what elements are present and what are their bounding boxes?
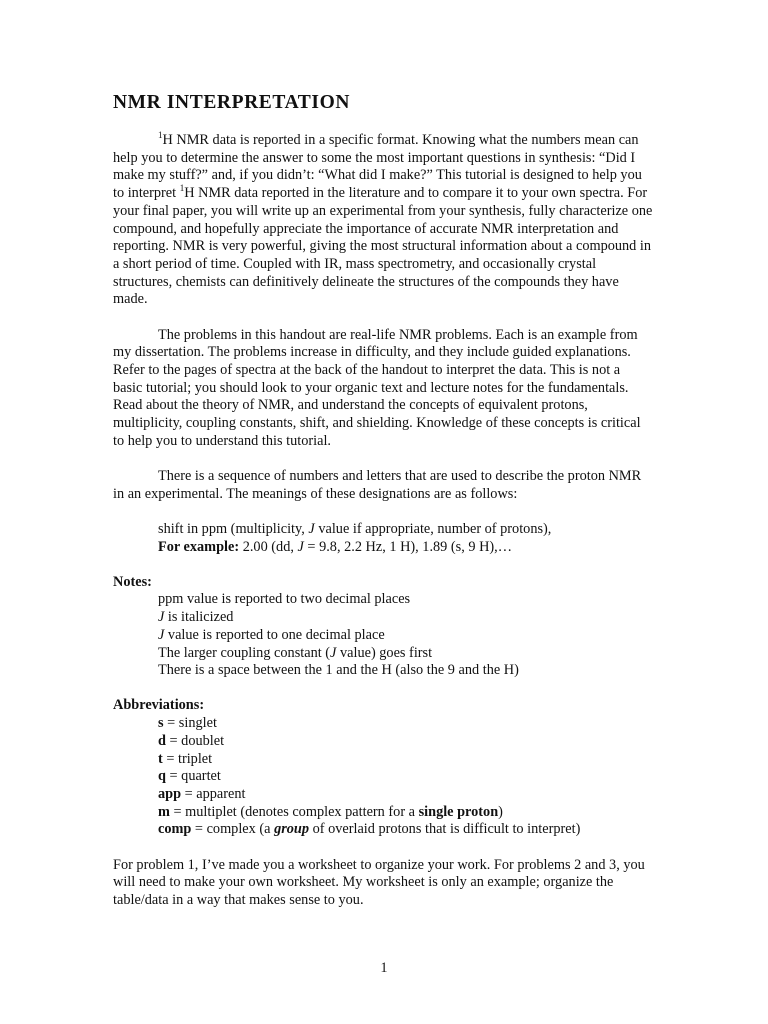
page-number: 1 <box>380 960 388 976</box>
abbreviation-value: = apparent <box>181 786 246 802</box>
abbreviation-key: m <box>158 803 170 820</box>
superscript-1: 1 <box>158 130 163 140</box>
abbreviation-value: = singlet <box>163 715 217 732</box>
intro-text-a: H NMR data is reported in a specific format. Knowing what the numbers mean can help you to determine the answer to some the most important questions in synthesis: “Did I make my stuff?” and, if you didn’t: “What did I make?” This tutorial is designed to help you to interpret <box>113 132 642 202</box>
sequence-paragraph: There is a sequence of numbers and letters that are used to describe the proton NMR in an experimental. The meanings of these designations are as follows: <box>113 467 642 502</box>
abbreviation-key: comp <box>158 821 192 838</box>
abbreviation-item <box>113 768 653 786</box>
format-text-a: shift in ppm (multiplicity, <box>158 520 309 537</box>
abbreviation-key: d <box>158 732 166 749</box>
worksheet-paragraph: For problem 1, I’ve made you a worksheet to organize your work. For problems 2 and 3, you will need to make your own worksheet. My worksheet is only an example; organize the table/data in a way that makes sense to you. <box>113 856 645 909</box>
intro-text-b: H NMR data reported in the literature and to compare it to your own spectra. For your final paper, you will write up an experimental from your synthesis, fully characterize one compound, and hopefully appreciate the importance of accurate NMR interpretation and reporting. NMR is very powerful, giving the most structural information about a compound in a short period of time. Coupled with IR, mass spectrometry, and occasionally crystal structures, chemists can definitively delineate the structures of the compounds they have made. <box>113 185 653 308</box>
note-item <box>113 645 653 663</box>
format-text-b: value if appropriate, number of protons), <box>314 520 552 537</box>
intro-paragraph <box>113 132 653 309</box>
abbreviation-item <box>113 715 653 733</box>
abbreviation-item <box>113 821 653 839</box>
abbreviation-value: = multiplet (denotes complex pattern for a <box>169 803 419 820</box>
note-text: value is reported to one decimal place <box>164 626 385 643</box>
abbreviation-value: = complex (a <box>191 821 275 838</box>
example-text-b: = 9.8, 2.2 Hz, 1 H), 1.89 (s, 9 H),… <box>303 538 513 555</box>
note-text: value) goes first <box>336 644 433 661</box>
abbreviation-item <box>113 786 653 804</box>
note-item: There is a space between the 1 and the H (also the 9 and the H) <box>158 662 519 679</box>
abbreviation-value: = quartet <box>165 768 221 785</box>
j-symbol: J <box>330 644 337 661</box>
notes-heading: Notes: <box>113 573 152 590</box>
problems-paragraph: The problems in this handout are real-life NMR problems. Each is an example from my dissertation. The problems increase in difficulty, and they include guided explanations. Refer to the pages of spectra at the back of the handout to interpret the data. This is not a basic tutorial; you should look to your organic text and lecture notes for the fundamentals. Read about the theory of NMR, and understand the concepts of equivalent protons, multiplicity, coupling constants, shift, and shielding. Knowledge of these concepts is critical to help you to understand this tutorial. <box>113 326 641 449</box>
j-symbol: J <box>158 626 165 643</box>
example-text-a: 2.00 (dd, <box>239 538 298 555</box>
note-text: The larger coupling constant ( <box>158 644 331 661</box>
format-block <box>113 521 653 556</box>
note-item: ppm value is reported to two decimal places <box>158 591 411 608</box>
note-item <box>113 609 653 627</box>
abbreviation-key: s <box>158 715 164 732</box>
abbreviation-emphasis: group <box>274 821 310 838</box>
abbreviations-section <box>113 697 653 839</box>
abbreviation-key: app <box>158 786 182 802</box>
note-item <box>113 627 653 645</box>
abbreviation-key: t <box>158 750 163 767</box>
abbreviation-item <box>113 804 653 822</box>
abbreviation-item <box>113 733 653 751</box>
abbreviation-value: = doublet <box>165 732 225 749</box>
j-symbol: J <box>297 538 304 555</box>
abbreviation-value: of overlaid protons that is difficult to interpret) <box>309 821 581 838</box>
abbreviation-value: ) <box>498 803 503 820</box>
abbreviation-item <box>113 751 653 769</box>
notes-section <box>113 574 653 680</box>
abbreviations-heading: Abbreviations: <box>113 697 205 714</box>
j-symbol: J <box>308 520 315 537</box>
example-label: For example: <box>158 538 240 555</box>
abbreviation-key: q <box>158 768 166 785</box>
abbreviation-emphasis: single proton <box>418 803 499 820</box>
format-line <box>158 521 653 539</box>
note-text: is italicized <box>164 609 234 626</box>
j-symbol: J <box>158 609 165 626</box>
document-page <box>113 92 653 927</box>
abbreviation-value: = triplet <box>162 750 213 767</box>
superscript-1b: 1 <box>179 183 185 194</box>
example-line <box>158 539 653 557</box>
page-title: NMR INTERPRETATION <box>113 92 351 113</box>
